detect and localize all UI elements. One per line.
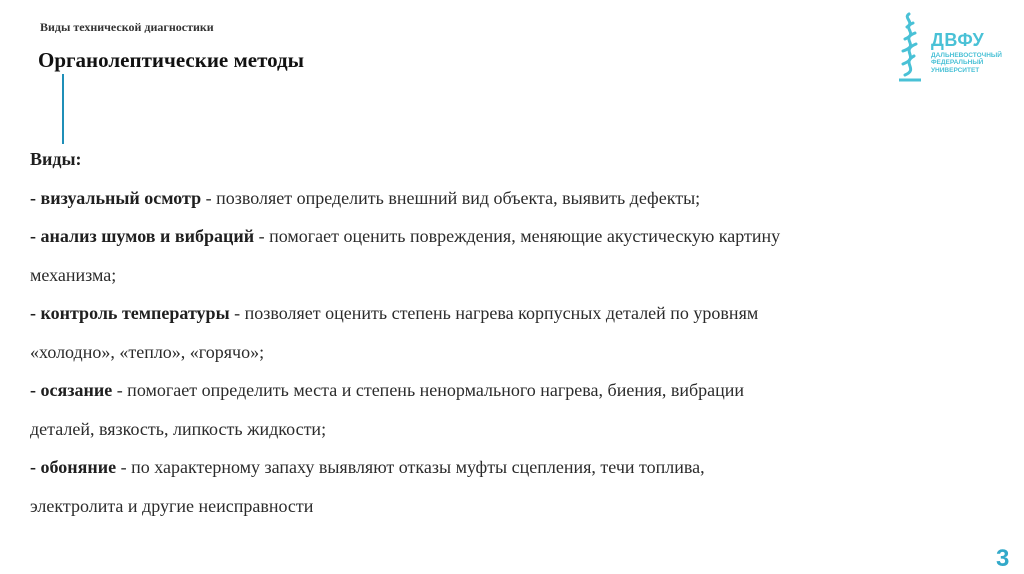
list-item <box>30 179 910 218</box>
item-description-continuation: электролита и другие неисправности <box>30 495 314 516</box>
logo-name: ДВФУ <box>931 30 985 50</box>
logo-subtitle-line: ДАЛЬНЕВОСТОЧНЫЙ <box>931 52 1002 59</box>
logo-subtitle-line: УНИВЕРСИТЕТ <box>931 66 980 74</box>
list-item-continuation <box>30 487 910 526</box>
slide-content <box>30 140 910 525</box>
list-item-continuation <box>30 333 910 372</box>
list-item-continuation <box>30 410 910 449</box>
item-term: - обоняние <box>30 457 117 477</box>
logo-subtitle <box>931 52 1011 74</box>
item-description-continuation: механизма; <box>30 264 117 285</box>
item-description: - позволяет оценить степень нагрева корпусных деталей по уровням <box>229 303 759 323</box>
list-item-continuation <box>30 256 910 295</box>
accent-line <box>62 74 64 144</box>
item-description-continuation: «холодно», «тепло», «горячо»; <box>30 341 265 362</box>
item-term: - анализ шумов и вибраций <box>30 226 255 246</box>
item-description-continuation: деталей, вязкость, липкость жидкости; <box>30 418 327 439</box>
item-term: - визуальный осмотр <box>30 187 202 208</box>
page-number: 3 <box>996 545 1010 572</box>
list-item <box>30 294 910 333</box>
slide-title: Органолептические методы <box>38 48 305 72</box>
list-item <box>30 217 910 256</box>
list-item <box>30 371 910 410</box>
dvfu-emblem-icon <box>885 8 935 83</box>
item-description: - помогает определить места и степень ненормального нагрева, биения, вибрации <box>112 380 745 400</box>
item-description: - по характерному запаху выявляют отказы муфты сцепления, течи топлива, <box>116 457 705 477</box>
list-item <box>30 448 910 487</box>
item-description: - позволяет определить внешний вид объекта, выявить дефекты; <box>201 187 701 208</box>
types-label: Виды: <box>30 149 82 169</box>
logo-subtitle-line: ФЕДЕРАЛЬНЫЙ <box>931 59 984 67</box>
item-term: - контроль температуры <box>30 303 230 323</box>
slide-section-title: Виды технической диагностики <box>40 20 214 34</box>
dvfu-logo <box>885 8 1010 83</box>
item-description: - помогает оценить повреждения, меняющие акустическую картину <box>254 226 781 246</box>
types-label-row <box>30 140 910 179</box>
item-term: - осязание <box>30 380 113 400</box>
